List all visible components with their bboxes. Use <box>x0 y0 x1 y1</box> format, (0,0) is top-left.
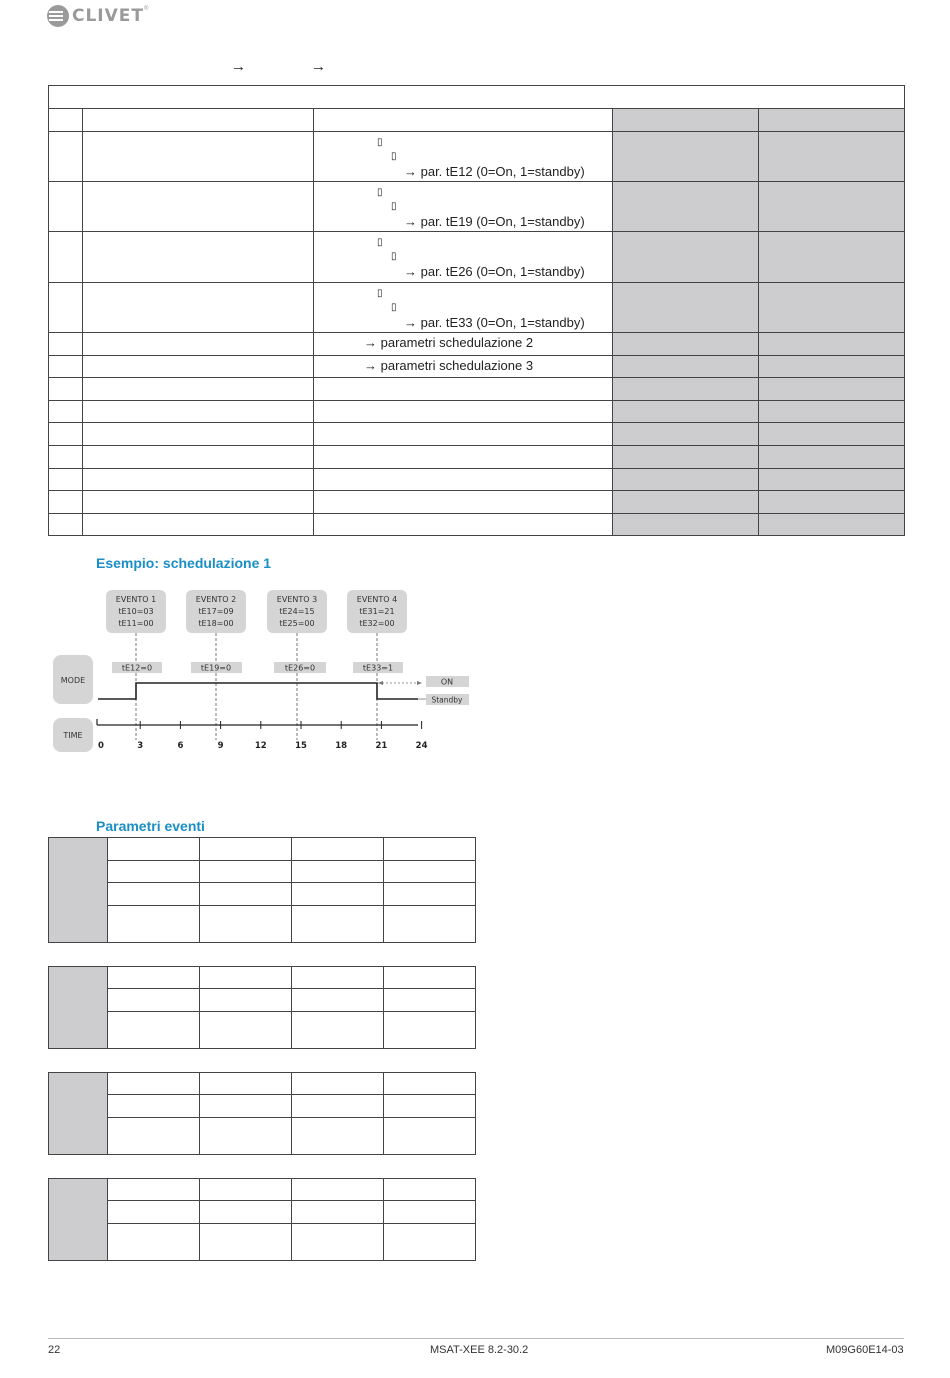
arrow-left-icon <box>378 681 383 685</box>
bullet-line: ▯ <box>377 137 383 148</box>
footer-divider <box>48 1338 904 1339</box>
table-cell-text: → parametri schedulazione 2 <box>364 335 534 350</box>
event-2-table <box>48 966 476 1049</box>
table-row <box>49 182 905 232</box>
event-box <box>186 590 246 633</box>
mode-waveform <box>98 683 418 699</box>
table-row <box>49 1201 476 1224</box>
table-row <box>49 1118 476 1155</box>
bullet-line: ▯ <box>377 237 383 248</box>
table-row <box>49 401 905 423</box>
bullet-line: ▯ <box>377 288 383 299</box>
event-param: tE17=09 <box>198 607 234 616</box>
time-tick-label: 0 <box>98 741 104 751</box>
event-param: tE32=00 <box>359 619 395 628</box>
table-row <box>49 989 476 1012</box>
schedule-diagram <box>48 585 488 765</box>
table-row <box>49 861 476 883</box>
table-row <box>49 1179 476 1201</box>
table-cell-text: → par. tE26 (0=On, 1=standby) <box>404 264 585 279</box>
mode-tag-text: tE26=0 <box>284 663 316 673</box>
table-row <box>49 232 905 283</box>
table-header-row <box>49 109 905 132</box>
event-label: EVENTO 3 <box>276 595 318 604</box>
table-row <box>49 883 476 906</box>
time-tick-label: 15 <box>295 741 307 751</box>
event-param: tE24=15 <box>279 607 315 616</box>
mode-tag-text: tE33=1 <box>362 663 394 673</box>
breadcrumb-arrow: → <box>231 58 246 75</box>
event-box <box>106 590 166 633</box>
event-param: tE10=03 <box>118 607 154 616</box>
event-1-table <box>48 837 476 943</box>
table-row <box>49 378 905 401</box>
table-row <box>49 1095 476 1118</box>
table-title-row <box>49 86 905 109</box>
time-tick-label: 24 <box>415 741 428 751</box>
breadcrumb-arrow: → <box>311 58 326 75</box>
bullet-line: ▯ <box>391 251 397 262</box>
table-row <box>49 967 476 989</box>
table-row <box>49 283 905 333</box>
clivet-logo <box>46 4 156 30</box>
event-3-table <box>48 1072 476 1155</box>
mode-tag <box>112 662 162 673</box>
table-row <box>49 514 905 536</box>
clivet-logo-icon <box>46 4 70 28</box>
time-tick-label: 12 <box>254 741 267 751</box>
brand-name: CLIVET <box>72 6 144 26</box>
time-tick-label: 9 <box>217 741 224 751</box>
event-param: tE18=00 <box>198 619 234 628</box>
time-tick-label: 18 <box>335 741 348 751</box>
table-row <box>49 446 905 469</box>
mode-tag <box>274 662 326 673</box>
mode-label: MODE <box>60 676 86 685</box>
schedule-example-title: Esempio: schedulazione 1 <box>96 555 272 571</box>
table-row <box>49 838 476 861</box>
bullet-line: ▯ <box>377 187 383 198</box>
time-tick-label: 6 <box>177 741 184 751</box>
brand-registered-mark: ® <box>144 6 149 12</box>
table-cell-text: → par. tE12 (0=On, 1=standby) <box>404 164 585 179</box>
mode-tag <box>353 662 403 673</box>
event-label: EVENTO 1 <box>115 595 157 604</box>
event-param: tE11=00 <box>118 619 154 628</box>
table-cell-text: → par. tE19 (0=On, 1=standby) <box>404 214 585 229</box>
table-row <box>49 1224 476 1261</box>
event-param: tE25=00 <box>279 619 315 628</box>
event-label: EVENTO 4 <box>356 595 398 604</box>
bullet-line: ▯ <box>391 201 397 212</box>
standby-label: Standby <box>431 695 463 705</box>
time-tick-label: 3 <box>137 741 144 751</box>
event-4-table <box>48 1178 476 1261</box>
table-row <box>49 906 476 943</box>
table-row <box>49 423 905 446</box>
event-label: EVENTO 2 <box>195 595 237 604</box>
table-row <box>49 333 905 356</box>
table-row <box>49 132 905 182</box>
table-cell-text: → par. tE33 (0=On, 1=standby) <box>404 315 585 330</box>
model-name: MSAT-XEE 8.2-30.2 <box>430 1344 529 1356</box>
event-box <box>267 590 327 633</box>
on-label: ON <box>440 677 454 687</box>
table-row <box>49 1073 476 1095</box>
parameters-table <box>48 85 905 536</box>
events-params-title: Parametri eventi <box>96 818 205 834</box>
mode-tag-text: tE12=0 <box>121 663 153 673</box>
bullet-line: ▯ <box>391 302 397 313</box>
page-number: 22 <box>48 1344 61 1356</box>
time-tick-label: 21 <box>375 741 388 751</box>
table-row <box>49 1012 476 1049</box>
arrow-right-icon <box>417 681 422 685</box>
event-param: tE31=21 <box>359 607 395 616</box>
table-row <box>49 491 905 514</box>
table-row <box>49 356 905 378</box>
event-box <box>347 590 407 633</box>
mode-tag-text: tE19=0 <box>200 663 232 673</box>
time-label: TIME <box>63 731 83 740</box>
document-code: M09G60E14-03 <box>826 1344 904 1356</box>
table-row <box>49 469 905 491</box>
mode-tag <box>191 662 242 673</box>
bullet-line: ▯ <box>391 151 397 162</box>
table-cell-text: → parametri schedulazione 3 <box>364 358 534 373</box>
